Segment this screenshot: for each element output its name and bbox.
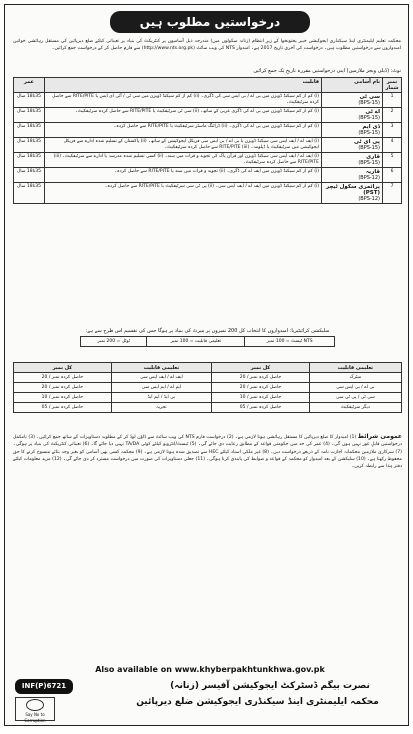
- qual-header: کل نمبر: [212, 363, 310, 373]
- table-row: [14, 383, 402, 393]
- seal-text: Say No to Corruption: [24, 712, 46, 723]
- table-row: [14, 123, 402, 138]
- qual-cell: بی اے / بی ایس سی: [309, 383, 401, 393]
- qual-cell: میٹرک: [309, 373, 401, 383]
- posts-header-row: [14, 78, 402, 93]
- qualification-cell: (i) کم از کم سیکنڈ ڈویژن میں بی اے کی ڈگری عربی کے ساتھ۔ (ii) سی ٹی سرٹیفکیٹ یا RITE/PITE سے حاصل کردہ سرٹیفکیٹ۔: [45, 108, 322, 123]
- marks-cell: تعلیمی قابلیت = 100 نمبر: [147, 337, 245, 347]
- post-name: قاریہ: [365, 169, 380, 175]
- qualification-cell: (i) کم از کم سیکنڈ ڈویژن میں ایف اے کی ڈگری۔ (ii) تجوید و قرات میں سند یا RITE/PITE سے حاصل کردہ۔: [45, 168, 322, 183]
- qual-cell: ایم اے / ایم ایس سی: [111, 383, 211, 393]
- header-age: عمر: [14, 78, 45, 93]
- qual-header: تعلیمی قابلیت: [111, 363, 211, 373]
- qualification-cell: (i) کم از کم سیکنڈ ڈویژن میں بی اے / بی ایس سی کی ڈگری۔ (ii) کم از کم سیکنڈ ڈویژن میں سی ٹی / آئی ای ایس یا RITE/PITE سے حاصل کردہ سرٹیفکیٹ۔: [45, 93, 322, 108]
- post-bps: (BPS-15): [358, 115, 380, 121]
- row-no: 6: [383, 168, 402, 183]
- table-row: [14, 153, 402, 168]
- age-cell: 35تا18 سال: [14, 153, 45, 168]
- qual-cell: حاصل کردہ نمبر / 20: [212, 383, 310, 393]
- terms-heading: عمومی شرائط: [357, 433, 403, 440]
- qual-header-row: [14, 363, 402, 373]
- post-name: پی ای ٹی: [353, 139, 380, 145]
- row-no: 2: [383, 108, 402, 123]
- qual-cell: تجربہ: [111, 403, 211, 413]
- qualification-cell: (i) کم از کم سیکنڈ ڈویژن میں ایف اے / ایف ایس سی۔ (ii) پی ٹی سی سرٹیفکیٹ یا RITE/PITE سے حاصل کردہ۔: [45, 183, 322, 204]
- row-no: 4: [383, 138, 402, 153]
- post-bps: (BPS-12): [358, 175, 380, 181]
- qualification-cell: (i) ایف اے / ایف ایس سی سیکنڈ ڈویژن یا بی اے / بی ایس سی فزیکل ایجوکیشن کے ساتھ۔ (ii) پاکستان کے تسلیم شدہ ادارے سے فزیکل ایجوکیشن میں سرٹیفکیٹ یا ڈپلومہ۔ (iii) RITE/PITE سے حاصل کردہ سرٹیفکیٹ۔: [45, 138, 322, 153]
- post-cell: [322, 183, 383, 204]
- page-title: درخواستیں مطلوب ہیں: [110, 11, 310, 33]
- signature-name: نصرت بیگم ڈسٹرکٹ ایجوکیشن آفیسر (زنانہ): [170, 681, 370, 691]
- qual-cell: ایف اے / ایف ایس سی: [111, 373, 211, 383]
- qual-cell: حاصل کردہ نمبر / 20: [14, 383, 112, 393]
- advertisement-page: [4, 4, 409, 726]
- table-row: [14, 393, 402, 403]
- post-name: اے ٹی: [365, 109, 380, 115]
- table-row: [14, 403, 402, 413]
- qual-cell: حاصل کردہ نمبر / 10: [212, 393, 310, 403]
- qual-header: تعلیمی قابلیت: [309, 363, 401, 373]
- row-no: 3: [383, 123, 402, 138]
- post-name: ڈی ایم: [362, 124, 380, 130]
- post-cell: [322, 123, 383, 138]
- qual-cell: سی ٹی / پی ٹی سی: [309, 393, 401, 403]
- selection-marks-table: [80, 336, 335, 347]
- post-cell: [322, 168, 383, 183]
- intro-paragraph: محکمہ تعلیم ایلیمنٹری اینڈ سیکنڈری ایجوکیشن خیبر پختونخوا کے زیرِ انتظام (زنانہ سکولوں میں) مندرجہ ذیل آسامیوں پر کنٹریکٹ کی بنیاد پر تعیناتی کیلئے ضلع دیرپائین کی مستقل رہائشی خواتین امیدواروں سے درخواستیں مطلوب ہیں۔ درخواست کی آخری تاریخ 2017 ہے۔ امیدوار NTS کی ویب سائٹ (http://www.nts.org.pk) سے فارم حاصل کر کے درخواست جمع کرائیں۔: [13, 39, 401, 51]
- signature-department: محکمہ ایلیمنٹری اینڈ سیکنڈری ایجوکیشن ضلع دیرپائین: [136, 697, 379, 707]
- general-terms: [13, 433, 402, 470]
- post-bps: (BPS-15): [358, 145, 380, 151]
- post-name: سی ٹی: [359, 94, 380, 100]
- post-cell: [322, 93, 383, 108]
- post-bps: (BPS-12): [358, 196, 380, 202]
- selection-criteria-title: سلیکشن کرائیٹیریا: امیدواروں کا انتخاب کل 200 نمبروں پر میرٹ کی بنیاد پر ہوگا جس کی تقسیم اس طرح سے ہے:: [85, 328, 330, 334]
- header-name: نام آسامی: [322, 78, 383, 93]
- marks-cell: ٹوٹل = 200 نمبر: [81, 337, 147, 347]
- age-cell: 35تا18 سال: [14, 123, 45, 138]
- table-row: [81, 337, 335, 347]
- post-cell: [322, 108, 383, 123]
- post-cell: [322, 153, 383, 168]
- qual-cell: بی ایڈ / ایم ایڈ: [111, 393, 211, 403]
- age-cell: 35تا18 سال: [14, 108, 45, 123]
- post-name: پرائمری سکول ٹیچر (PST): [326, 184, 380, 196]
- qual-cell: حاصل کردہ نمبر / 05: [212, 403, 310, 413]
- qual-cell: حاصل کردہ نمبر / 20: [14, 373, 112, 383]
- row-no: 1: [383, 93, 402, 108]
- header-qualification: قابلیت: [45, 78, 322, 93]
- age-cell: 35تا18 سال: [14, 93, 45, 108]
- posts-table: [13, 77, 402, 204]
- table-row: [14, 108, 402, 123]
- anti-corruption-seal: [15, 697, 55, 721]
- table-row: [14, 138, 402, 153]
- table-row: [14, 168, 402, 183]
- post-bps: (BPS-15): [358, 100, 380, 106]
- qualification-marks-table: [13, 362, 402, 413]
- qual-cell: حاصل کردہ نمبر / 05: [14, 403, 112, 413]
- qualification-cell: (i) کم از کم سیکنڈ ڈویژن میں بی اے کی ڈگری۔ (ii) ڈرائنگ ماسٹر سرٹیفکیٹ یا RITE/PITE سے حاصل کردہ۔: [45, 123, 322, 138]
- table-row: [14, 93, 402, 108]
- inf-code-badge: INF(P)6721: [15, 679, 73, 694]
- post-cell: [322, 138, 383, 153]
- qual-cell: حاصل کردہ نمبر / 10: [14, 393, 112, 403]
- age-cell: 35تا18 سال: [14, 168, 45, 183]
- marks-cell: NTS ٹیسٹ = 100 نمبر: [245, 337, 335, 347]
- note-line: نوٹ: (ڈیلی ویجز ملازمین) اپنی درخواستیں مقررہ تاریخ تک جمع کرائیں: [253, 68, 401, 74]
- qualification-cell: (i) ایف اے / ایف ایس سی سیکنڈ ڈویژن اور قرآن پاک کی تجوید و قرات میں سند۔ (ii) کسی تسلیم شدہ مدرسہ یا ادارے سے سرٹیفکیٹ۔ (iii) RITE/PITE سے حاصل کردہ سرٹیفکیٹ۔: [45, 153, 322, 168]
- qual-cell: دیگر سرٹیفکیٹ: [309, 403, 401, 413]
- age-cell: 35تا18 سال: [14, 138, 45, 153]
- qual-header: کل نمبر: [14, 363, 112, 373]
- website-link[interactable]: Also available on www.khyberpakhtunkhwa.gov.pk: [95, 665, 325, 674]
- seal-icon: [26, 699, 44, 711]
- table-row: [14, 183, 402, 204]
- post-bps: (BPS-15): [358, 160, 380, 166]
- row-no: 7: [383, 183, 402, 204]
- post-name: قاری: [366, 154, 380, 160]
- header-no: نمبر شمار: [383, 78, 402, 93]
- terms-body: (1) امیدوار کا ضلع دیرپائین کا مستقل رہائشی ہونا لازمی ہے۔ (2) درخواست فارم NTS کی ویب سائٹ سے ڈاؤن لوڈ کر کے مطلوبہ دستاویزات کے ساتھ جمع کرائیں۔ (3) نامکمل درخواستیں قابلِ غور نہیں ہوں گی۔ (4) عمر کی حد میں حکومتی قواعد کے مطابق رعایت دی جائے گی۔ (5) ٹیسٹ/انٹرویو کیلئے کوئی TA/DA نہیں دیا جائے گا۔ (6) تعیناتی کنٹریکٹ کی بنیاد پر ہوگی۔ (7) سرکاری ملازمین محکمانہ اجازت نامہ کے ذریعے درخواست دیں۔ (8) غیر ملکی اسناد کیلئے HEC سے تصدیق شدہ ہونا لازمی ہے۔ (9) محکمہ کسی بھی آسامی کو بغیر وجہ بتائے منسوخ کرنے کا حق محفوظ رکھتا ہے۔ (10) سلیکشن کے بعد امیدوار کو محکمہ کے قواعد و ضوابط کی پابندی کرنا ہوگی۔ (11) جعلی دستاویزات کی صورت میں درخواست مسترد کر دی جائے گی۔ (12) مزید معلومات کیلئے دفتر ہذا سے رابطہ کریں۔: [13, 435, 402, 470]
- qual-cell: حاصل کردہ نمبر / 20: [212, 373, 310, 383]
- row-no: 5: [383, 153, 402, 168]
- table-row: [14, 373, 402, 383]
- post-bps: (BPS-15): [358, 130, 380, 136]
- age-cell: 35تا18 سال: [14, 183, 45, 204]
